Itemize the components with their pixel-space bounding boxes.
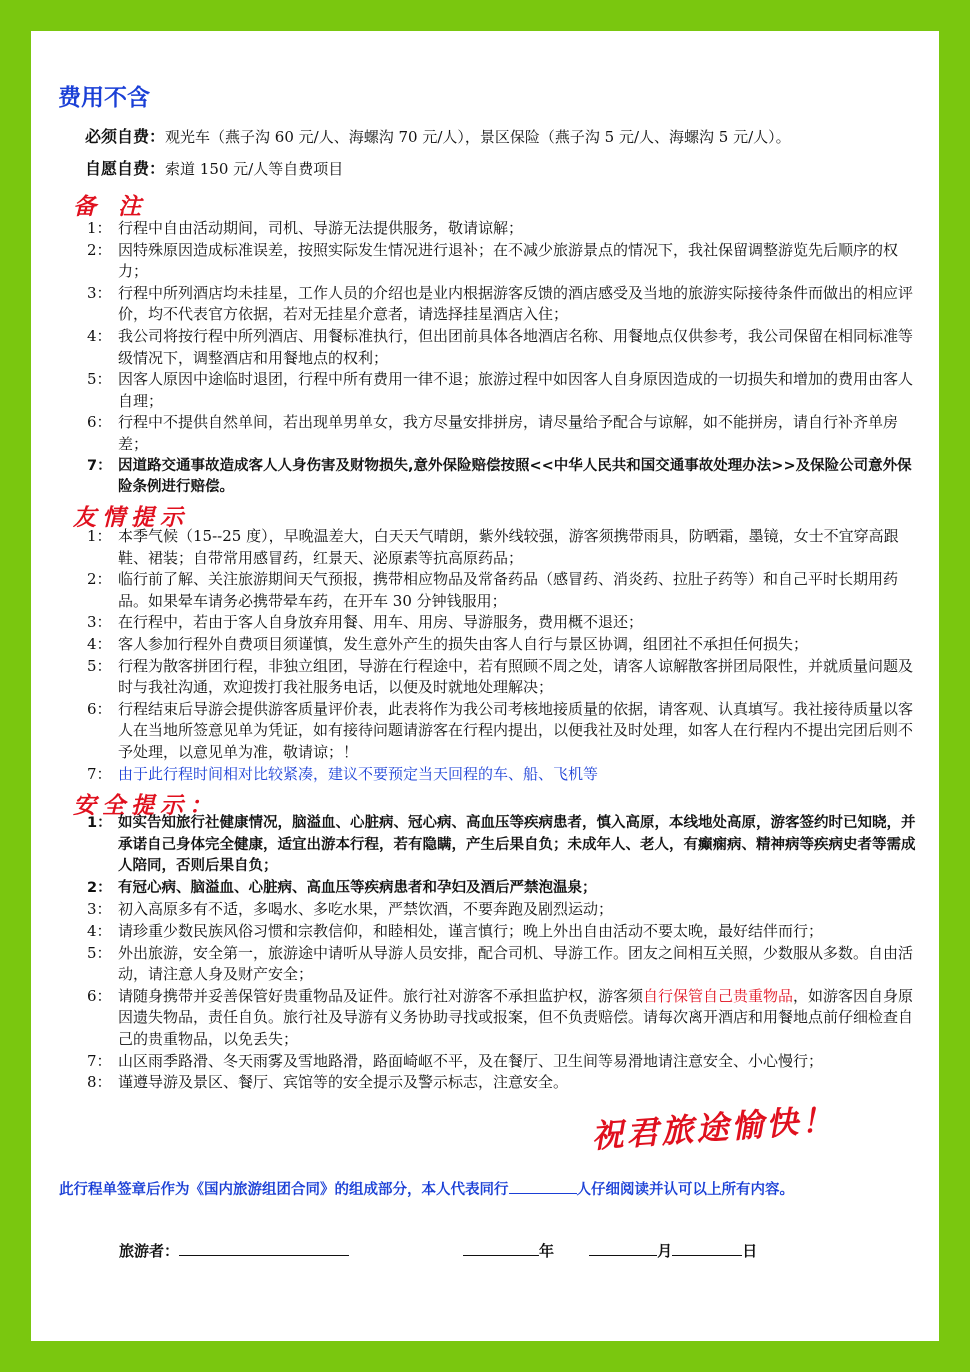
list-item: 7： 由于此行程时间相对比较紧凑，建议不要预定当天回程的车、船、飞机等 [87, 764, 599, 783]
list-item: 8： 谨遵导游及景区、餐厅、宾馆等的安全提示及警示标志，注意安全。 [87, 1073, 569, 1092]
remarks-title: 备注 [73, 193, 163, 220]
optional-pay-label: 自愿自费： [85, 159, 166, 178]
fee-excluded-title: 费用不含 [58, 85, 150, 111]
month-blank[interactable] [589, 1239, 657, 1256]
list-item: 2： 有冠心病、脑溢血、心脏病、高血压等疾病患者和孕妇及酒后严禁泡温泉； [87, 879, 597, 896]
tips-title: 友情提示 [73, 504, 189, 531]
tips-list [87, 526, 917, 785]
itinerary-page [31, 31, 939, 1341]
traveler-label: 旅游者： [119, 1242, 180, 1260]
year-label: 年 [539, 1242, 555, 1260]
list-item: 5： 因客人原因中途临时退团，行程中所有费用一律不退；旅游过程中如因客人自身原因造成的一切损失和增加的费用由客人自理； [87, 370, 914, 410]
must-pay-line [85, 124, 791, 147]
traveler-name-blank[interactable] [179, 1239, 349, 1256]
list-item: 4： 我公司将按行程中所列酒店、用餐标准执行，但出团前具体各地酒店名称、用餐地点仅供参考，我公司保留在相同标准等级情况下，调整酒店和用餐地点的权利； [87, 326, 914, 367]
day-label: 日 [742, 1242, 758, 1260]
companion-count-blank[interactable] [509, 1179, 577, 1194]
must-pay-text: 观光车（燕子沟 60 元/人、海螺沟 70 元/人），景区保险（燕子沟 5 元/人、海螺沟 5 元/人）。 [165, 128, 791, 146]
safety-list [87, 813, 917, 1094]
optional-pay-line [85, 156, 343, 179]
must-pay-label: 必须自费： [85, 127, 166, 146]
list-item: 3： 初入高原多有不适，多喝水、多吃水果，严禁饮酒，不要奔跑及剧烈运动； [87, 900, 614, 919]
list-item: 1： 本季气候（15--25 度），早晚温差大，白天天气晴朗，紫外线较强，游客须携带雨具，防晒霜，墨镜，女士不宜穿高跟鞋、裙装；自带常用感冒药，红景天、泌原素等抗高原药品； [87, 527, 899, 567]
list-item: 2： 因特殊原因造成标准误差，按照实际发生情况进行退补；在不减少旅游景点的情况下，我社保留调整游览先后顺序的权力； [87, 240, 899, 281]
list-item: 7： 因道路交通事故造成客人人身伤害及财物损失,意外保险赔偿按照<<中华人民共和国交通事故处理办法>>及保险公司意外保险条例进行赔偿。 [87, 457, 912, 496]
traveler-signature [119, 1239, 349, 1261]
list-item: 7： 山区雨季路滑、冬天雨雾及雪地路滑，路面崎岖不平，及在餐厅、卫生间等易滑地请注意安全、小心慢行； [87, 1051, 824, 1070]
list-item: 5： 外出旅游，安全第一，旅游途中请听从导游人员安排，配合司机、导游工作。团友之间相互关照，少数服从多数。自由活动，请注意人身及财产安全； [87, 943, 914, 984]
list-item: 2： 临行前了解、关注旅游期间天气预报，携带相应物品及常备药品（感冒药、消炎药、拉肚子药等）和自己平时长期用药品。如果晕车请务必携带晕车药，在开车 30 分钟钱服用； [87, 570, 899, 610]
list-item: 6： 行程中不提供自然单间，若出现单男单女，我方尽量安排拼房，请尽量给予配合与谅解，如不能拼房，请自行补齐单房差； [87, 413, 899, 453]
safety-title: 安全提示： [73, 792, 218, 819]
month-label: 月 [657, 1242, 673, 1260]
list-item: 4： 客人参加行程外自费项目须谨慎，发生意外产生的损失由客人自行与景区协调，组团社不承担任何损失； [87, 634, 809, 653]
year-blank[interactable] [463, 1239, 539, 1256]
highlight-text: 自行保管自己贵重物品 [643, 986, 794, 1005]
bon-voyage-text: 祝君旅途愉快！ [590, 1100, 838, 1156]
list-item: 6： 请随身携带并妥善保管好贵重物品及证件。旅行社对游客不承担监护权，游客须自行保管自己贵重物品，如游客因自身原因遗失物品，责任自负。旅行社及导游有义务协助寻找或报案，但不负责赔偿。请每次离开酒店和用餐地点前仔细检查自己的贵重物品，以免丢失； [87, 986, 914, 1048]
list-item: 5： 行程为散客拼团行程，非独立组团，导游在行程途中，若有照顾不周之处，请客人谅解散客拼团局限性，并就质量问题及时与我社沟通，欢迎拨打我社服务电话，以便及时就地处理解决； [87, 656, 914, 697]
remarks-list [87, 218, 917, 499]
list-item: 6： 行程结束后导游会提供游客质量评价表，此表将作为我公司考核地接质量的依据，请客观、认真填写。我社接待质量以客人在当地所签意见单为凭证，如有接待问题请游客在行程内提出，以便我社及时处理，如客人在行程内不提出完团后则不予处理，以意见单为准，敬请谅；！ [87, 699, 914, 761]
contract-statement: 此行程单签章后作为《国内旅游组团合同》的组成部分，本人代表同行 人仔细阅读并认可以上所有内容。 [59, 1178, 794, 1199]
list-item: 1： 行程中自由活动期间，司机、导游无法提供服务，敬请谅解； [87, 219, 524, 237]
optional-pay-text: 索道 150 元/人等自费项目 [165, 160, 344, 178]
list-item: 3： 行程中所列酒店均未挂星，工作人员的介绍也是业内根据游客反馈的酒店感受及当地的旅游实际接待条件而做出的相应评价，均不代表官方依据，若对无挂星介意者，请选择挂星酒店入住； [87, 283, 914, 324]
list-item: 1： 如实告知旅行社健康情况，脑溢血、心脏病、冠心病、高血压等疾病患者，慎入高原，本线地处高原，游客签约时已知晓，并承诺自己身体完全健康，适宜出游本行程，若有隐瞒，产生后果自负；未成年人、老人，有癫痫病、精神病等疾病史者等需成人陪同，否则后果自负； [87, 815, 916, 875]
list-item: 4： 请珍重少数民族风俗习惯和宗教信仰，和睦相处，谨言慎行；晚上外出自由活动不要太晚，最好结伴而行； [87, 921, 824, 940]
day-blank[interactable] [672, 1239, 742, 1256]
list-item: 3： 在行程中，若由于客人自身放弃用餐、用车、用房、导游服务，费用概不退还； [87, 613, 644, 632]
signature-date [463, 1239, 757, 1261]
